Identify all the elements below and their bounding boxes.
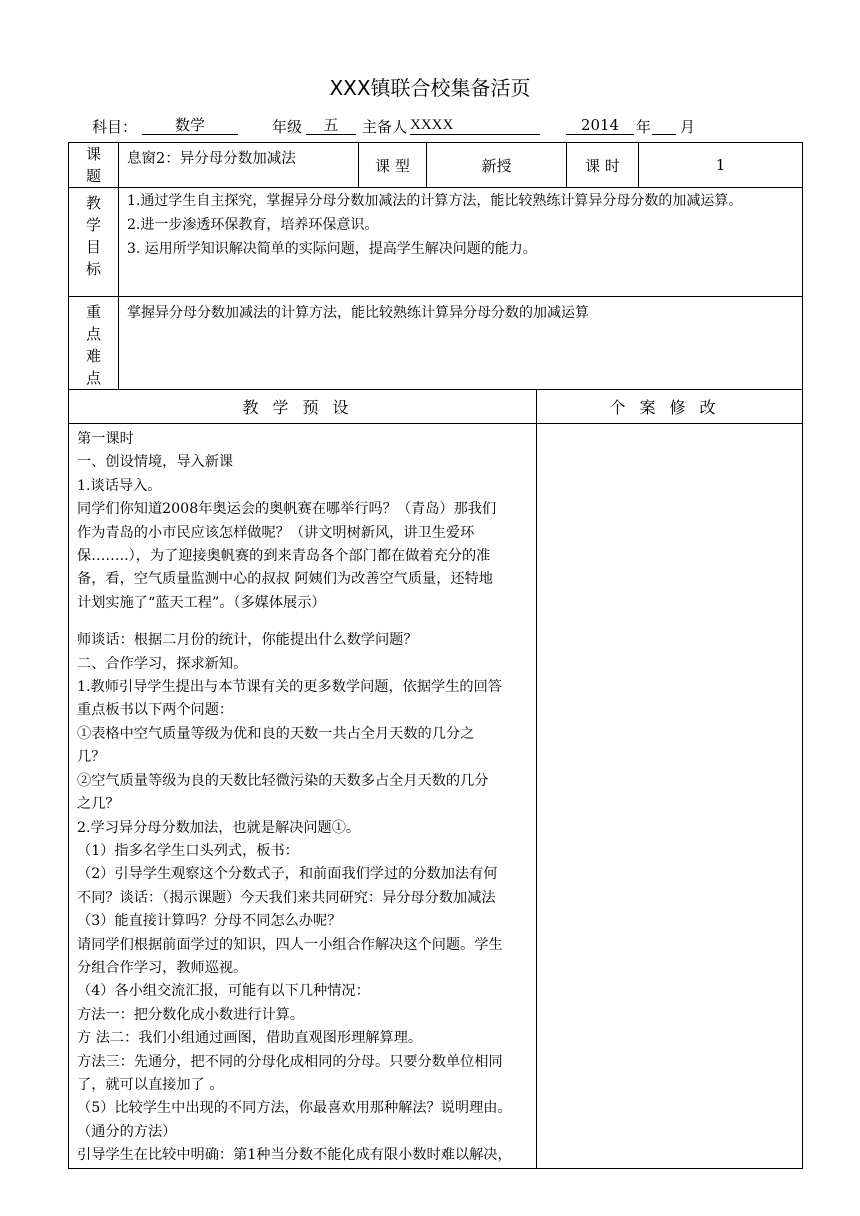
goal-item: 1.通过学生自主探究，掌握异分母分数加减法的计算方法，能比较熟练计算异分母分数的加减运算。 [127,193,743,209]
body-line: 请同学们根据前面学过的知识，四人一小组合作解决这个问题。学生 [77,936,503,953]
body-line: 保……..），为了迎接奥帆赛的到来青岛各个部门都在做着充分的准 [77,548,491,565]
body-line: （通分的方法） [77,1123,177,1140]
grade-value: 五 [306,116,356,135]
body-line: 1.教师引导学生提出与本节课有关的更多数学问题，依据学生的回答 [77,679,502,696]
goal-item: 3. 运用所学知识解决简单的实际问题，提高学生解决问题的能力。 [127,241,537,257]
body-line: 二、合作学习，探求新知。 [77,655,248,672]
body-line: 方法三：先通分，把不同的分母化成相同的分母。只要分数单位相同 [77,1053,503,1070]
hours-value: 1 [639,143,803,188]
hours-label: 课 时 [567,143,639,188]
lesson-plan-table [68,142,803,1169]
type-value: 新授 [427,143,567,188]
keypoints-row [69,297,803,390]
page-title: XXX镇联合校集备活页 [329,76,531,100]
subject-label: 科目： [92,118,138,136]
keypoints-label: 重 点 难 点 [69,297,119,390]
type-label: 课 型 [359,143,427,188]
month-blank [652,116,676,135]
body-line: 计划实施了“蓝天工程”。（多媒体展示） [77,594,326,611]
body-line: （1）指多名学生口头列式，板书： [77,842,299,859]
body-line: （2）引导学生观察这个分数式子，和前面我们学过的分数加法有何 [77,866,498,883]
body-line: 几？ [77,749,106,766]
body-line: ①表格中空气质量等级为优和良的天数一共占全月天数的几分之 [77,725,475,742]
goal-item: 2.进一步渗透环保教育，培养环保意识。 [127,217,379,233]
body-line: 不同？谈话：（揭示课题）今天我们来共同研究：异分母分数加减法 [77,889,496,906]
body-line: 方法一：把分数化成小数进行计算。 [77,1006,305,1023]
blank-line [77,615,530,629]
body-line: （5）比较学生中出现的不同方法，你最喜欢用那种解法？说明理由。 [77,1100,512,1117]
keypoints-content: 掌握异分母分数加减法的计算方法，能比较熟练计算异分母分数的加减运算 [119,297,803,390]
body-line: 备，看，空气质量监测中心的叔叔 阿姨们为改善空气质量，还特地 [77,571,493,588]
body-line: 2.学习异分母分数加法，也就是解决问题①。 [77,819,361,836]
body-line: 方 法二：我们小组通过画图，借助直观图形理解算理。 [77,1030,423,1047]
body-line: 之几？ [77,796,120,813]
grade-label: 年级 [272,118,303,136]
body-line: 同学们你知道2008年奥运会的奥帆赛在哪举行吗？（青岛）那我们 [77,501,497,518]
body-line: （4）各小组交流汇报，可能有以下几种情况： [77,983,370,1000]
body-line: 一、创设情境，导入新课 [77,454,234,471]
subject-value: 数学 [142,116,238,135]
body-line: 重点板书以下两个问题： [77,702,234,719]
year-value: 2014 [566,116,634,135]
goals-label: 教 学 目 标 [69,188,119,297]
revision-heading: 个案修改 [537,390,803,424]
body-line: ②空气质量等级为良的天数比轻微污染的天数多占全月天数的几分 [77,772,489,789]
section-header-row [69,390,803,424]
body-line: 师谈话：根据二月份的统计，你能提出什么数学问题？ [77,632,418,649]
preparer-label: 主备人 [362,118,408,136]
body-line: （3）能直接计算吗？分母不同怎么办呢？ [77,913,342,930]
body-line: 1.谈话导入。 [77,477,162,494]
body-line: 分组合作学习，教师巡视。 [77,959,248,976]
month-label: 月 [680,118,696,136]
body-line: 第一课时 [77,431,134,447]
topic-row [69,143,803,188]
header-meta-row [0,116,860,140]
preparer-value: XXXX [410,116,540,135]
case-revision-area[interactable] [537,424,803,1169]
preset-heading: 教学预设 [69,390,537,424]
body-line: 了，就可以直接加了 。 [77,1076,224,1093]
topic-label-2: 题 [85,167,101,185]
content-row [69,424,803,1169]
year-label: 年 [636,118,652,136]
teaching-preset-content [69,424,537,1169]
body-line: 引导学生在比较中明确：第1种当分数不能化成有限小数时难以解决， [77,1147,512,1164]
goals-row [69,188,803,297]
topic-label-1: 课 [85,145,101,163]
body-line: 作为青岛的小市民应该怎样做呢？（讲文明树新风，讲卫生爱环 [77,524,475,541]
topic-value: 息窗2：异分母分数加减法 [119,143,359,188]
goals-content [119,188,803,297]
